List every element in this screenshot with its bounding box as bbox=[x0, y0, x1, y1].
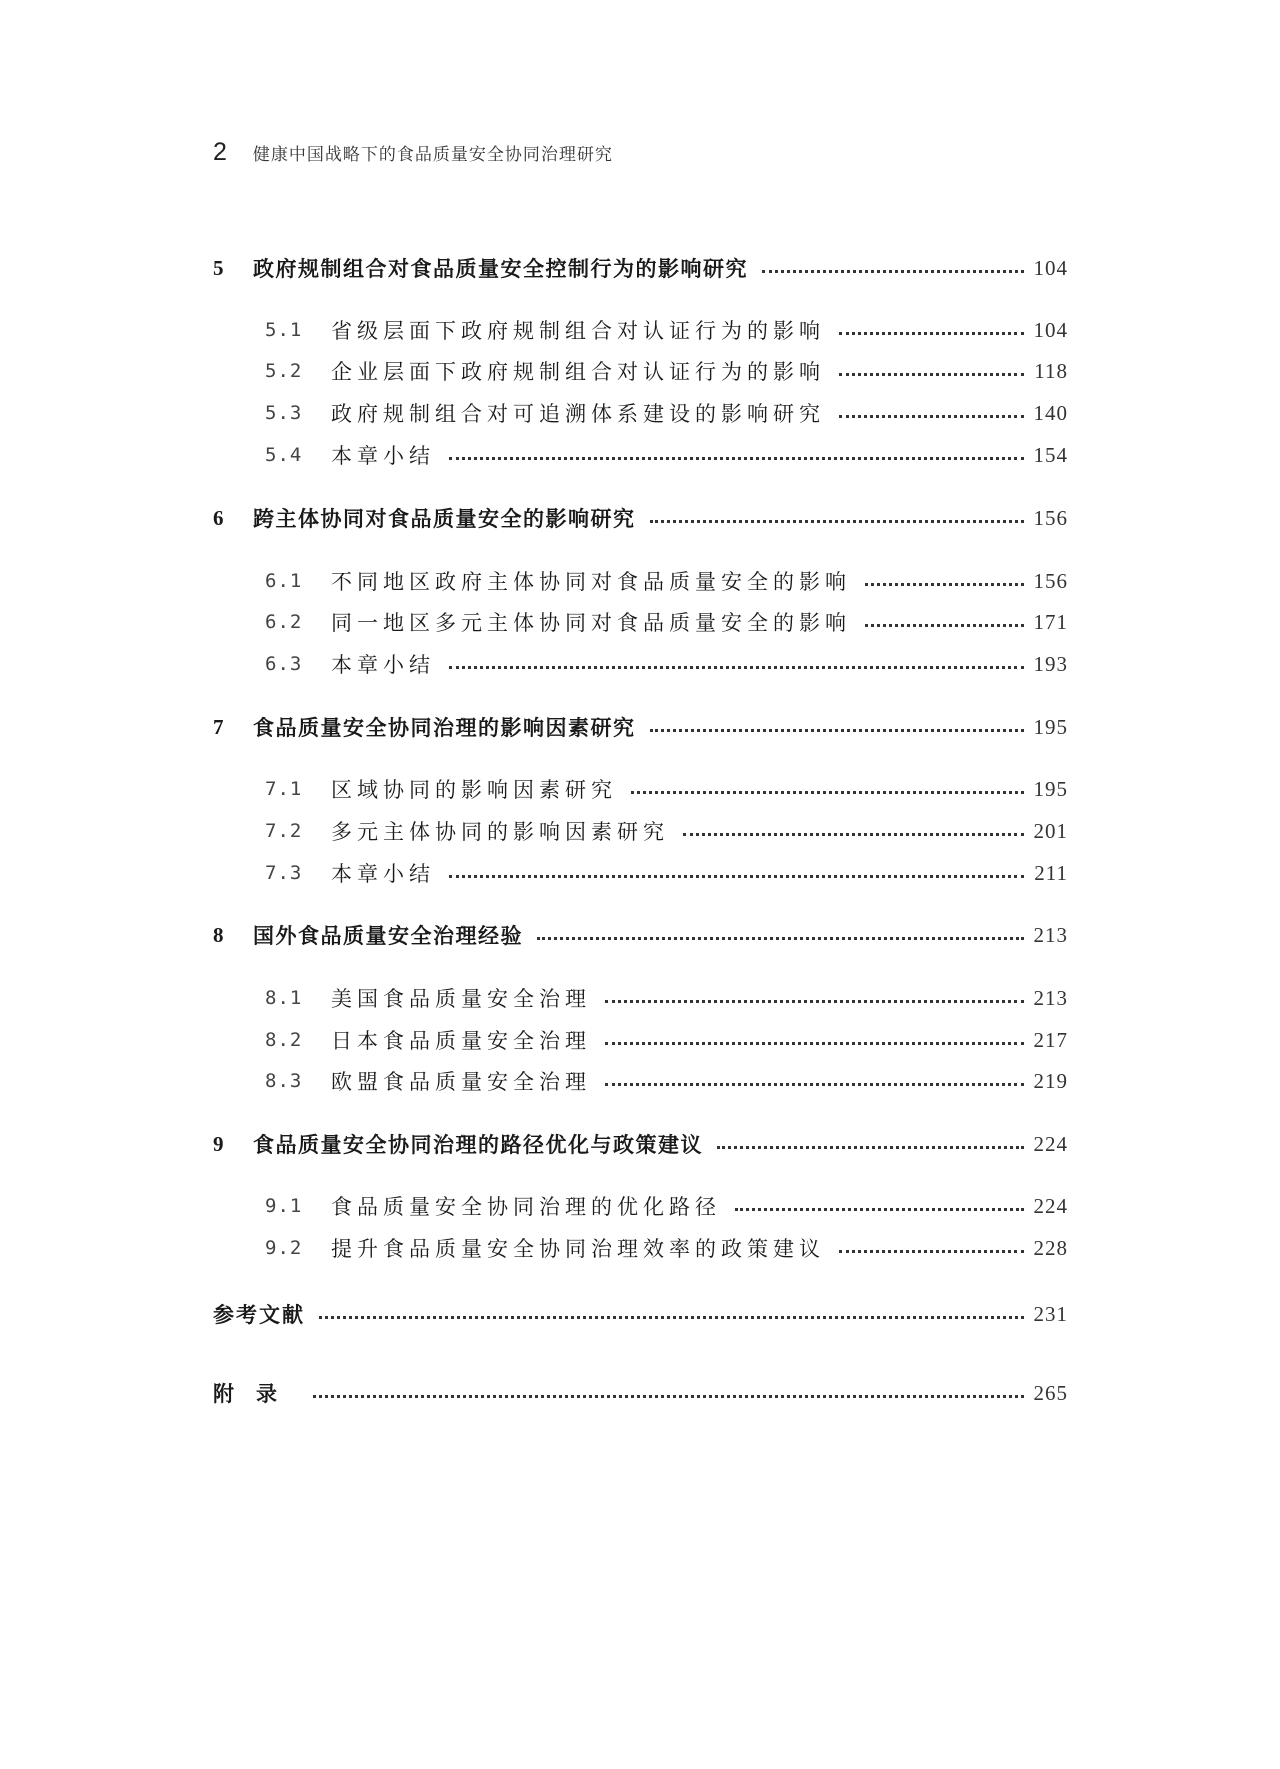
toc-chapter-6[interactable] bbox=[213, 501, 1068, 535]
dot-leader bbox=[865, 624, 1024, 627]
toc-section-8-3[interactable] bbox=[265, 1064, 1068, 1098]
toc-section-9-2[interactable] bbox=[265, 1231, 1068, 1265]
page-ref: 171 bbox=[1033, 609, 1068, 634]
section-title: 本章小结 bbox=[331, 444, 435, 468]
page-ref: 118 bbox=[1034, 358, 1068, 383]
toc-section-7-1[interactable] bbox=[265, 772, 1068, 806]
toc-section-9-1[interactable] bbox=[265, 1189, 1068, 1223]
dot-leader bbox=[605, 1083, 1024, 1086]
dot-leader bbox=[449, 666, 1024, 669]
page-ref: 156 bbox=[1033, 505, 1068, 530]
section-title: 欧盟食品质量安全治理 bbox=[331, 1070, 591, 1094]
section-number: 8.1 bbox=[265, 987, 303, 1009]
page-ref: 217 bbox=[1033, 1027, 1068, 1052]
page-ref: 213 bbox=[1033, 985, 1068, 1010]
page-ref: 104 bbox=[1033, 255, 1068, 280]
dot-leader bbox=[605, 1042, 1024, 1045]
page-ref: 156 bbox=[1033, 568, 1068, 593]
page-ref: 154 bbox=[1033, 442, 1068, 467]
toc-chapter-8[interactable] bbox=[213, 918, 1068, 952]
toc-section-5-2[interactable] bbox=[265, 354, 1068, 388]
toc-section-7-3[interactable] bbox=[265, 856, 1068, 890]
dot-leader bbox=[650, 729, 1024, 732]
section-number: 7.3 bbox=[265, 862, 303, 884]
dot-leader bbox=[537, 937, 1024, 940]
section-number: 9.2 bbox=[265, 1237, 303, 1259]
section-number: 8.2 bbox=[265, 1029, 303, 1051]
page-ref: 104 bbox=[1033, 317, 1068, 342]
chapter-title: 食品质量安全协同治理的路径优化与政策建议 bbox=[253, 1133, 703, 1157]
page-ref: 213 bbox=[1033, 922, 1068, 947]
chapter-title: 跨主体协同对食品质量安全的影响研究 bbox=[253, 507, 636, 531]
toc-chapter-9[interactable] bbox=[213, 1127, 1068, 1161]
section-title: 区域协同的影响因素研究 bbox=[331, 778, 617, 802]
section-title: 食品质量安全协同治理的优化路径 bbox=[331, 1195, 721, 1219]
toc-appendix[interactable] bbox=[213, 1376, 1068, 1410]
page-ref: 224 bbox=[1033, 1131, 1068, 1156]
section-number: 5.1 bbox=[265, 319, 303, 341]
dot-leader bbox=[762, 270, 1024, 273]
section-number: 6.2 bbox=[265, 611, 303, 633]
section-number: 6.3 bbox=[265, 653, 303, 675]
references-title: 参考文献 bbox=[213, 1303, 305, 1327]
chapter-title: 国外食品质量安全治理经验 bbox=[253, 924, 523, 948]
running-title: 健康中国战略下的食品质量安全协同治理研究 bbox=[252, 145, 613, 165]
toc-section-7-2[interactable] bbox=[265, 814, 1068, 848]
page-ref: 201 bbox=[1033, 818, 1068, 843]
section-number: 6.1 bbox=[265, 570, 303, 592]
page-ref: 219 bbox=[1033, 1068, 1068, 1093]
dot-leader bbox=[683, 833, 1024, 836]
dot-leader bbox=[631, 791, 1024, 794]
section-title: 企业层面下政府规制组合对认证行为的影响 bbox=[331, 360, 825, 384]
page-ref: 265 bbox=[1033, 1380, 1068, 1405]
dot-leader bbox=[865, 583, 1024, 586]
dot-leader bbox=[717, 1146, 1024, 1149]
chapter-number: 6 bbox=[213, 505, 224, 530]
toc-section-5-4[interactable] bbox=[265, 438, 1068, 472]
page-ref: 195 bbox=[1033, 776, 1068, 801]
section-number: 5.2 bbox=[265, 360, 303, 382]
dot-leader bbox=[605, 1000, 1024, 1003]
chapter-title: 政府规制组合对食品质量安全控制行为的影响研究 bbox=[253, 257, 748, 281]
dot-leader bbox=[449, 875, 1024, 878]
toc-section-6-1[interactable] bbox=[265, 564, 1068, 598]
section-title: 日本食品质量安全治理 bbox=[331, 1029, 591, 1053]
section-title: 不同地区政府主体协同对食品质量安全的影响 bbox=[331, 570, 851, 594]
chapter-number: 5 bbox=[213, 255, 224, 280]
page-ref: 228 bbox=[1033, 1235, 1068, 1260]
dot-leader bbox=[839, 332, 1024, 335]
dot-leader bbox=[839, 373, 1024, 376]
toc-section-6-3[interactable] bbox=[265, 647, 1068, 681]
dot-leader bbox=[449, 457, 1024, 460]
dot-leader bbox=[313, 1395, 1024, 1398]
chapter-title: 食品质量安全协同治理的影响因素研究 bbox=[253, 716, 636, 740]
chapter-number: 9 bbox=[213, 1131, 224, 1156]
toc-references[interactable] bbox=[213, 1297, 1068, 1331]
section-title: 提升食品质量安全协同治理效率的政策建议 bbox=[331, 1237, 825, 1261]
dot-leader bbox=[319, 1316, 1024, 1319]
toc-section-5-1[interactable] bbox=[265, 313, 1068, 347]
section-number: 5.4 bbox=[265, 444, 303, 466]
section-title: 省级层面下政府规制组合对认证行为的影响 bbox=[331, 319, 825, 343]
page-ref: 193 bbox=[1033, 651, 1068, 676]
dot-leader bbox=[650, 520, 1024, 523]
section-number: 7.2 bbox=[265, 820, 303, 842]
toc-chapter-7[interactable] bbox=[213, 710, 1068, 744]
dot-leader bbox=[839, 1250, 1024, 1253]
chapter-number: 8 bbox=[213, 922, 224, 947]
section-title: 多元主体协同的影响因素研究 bbox=[331, 820, 669, 844]
toc-section-6-2[interactable] bbox=[265, 605, 1068, 639]
section-number: 8.3 bbox=[265, 1070, 303, 1092]
chapter-number: 7 bbox=[213, 714, 224, 739]
toc-section-8-2[interactable] bbox=[265, 1023, 1068, 1057]
section-number: 5.3 bbox=[265, 402, 303, 424]
page-ref: 231 bbox=[1033, 1301, 1068, 1326]
dot-leader bbox=[735, 1208, 1024, 1211]
toc-chapter-5[interactable] bbox=[213, 251, 1068, 285]
section-title: 政府规制组合对可追溯体系建设的影响研究 bbox=[331, 402, 825, 426]
page-ref: 140 bbox=[1033, 400, 1068, 425]
appendix-title: 附录 bbox=[213, 1382, 299, 1406]
dot-leader bbox=[839, 415, 1024, 418]
page-number: 2 bbox=[213, 138, 227, 166]
page-ref: 211 bbox=[1034, 860, 1068, 885]
toc-section-8-1[interactable] bbox=[265, 981, 1068, 1015]
section-title: 本章小结 bbox=[331, 862, 435, 886]
page-ref: 195 bbox=[1033, 714, 1068, 739]
section-title: 同一地区多元主体协同对食品质量安全的影响 bbox=[331, 611, 851, 635]
toc-section-5-3[interactable] bbox=[265, 396, 1068, 430]
section-number: 9.1 bbox=[265, 1195, 303, 1217]
section-number: 7.1 bbox=[265, 778, 303, 800]
section-title: 美国食品质量安全治理 bbox=[331, 987, 591, 1011]
section-title: 本章小结 bbox=[331, 653, 435, 677]
page-ref: 224 bbox=[1033, 1193, 1068, 1218]
